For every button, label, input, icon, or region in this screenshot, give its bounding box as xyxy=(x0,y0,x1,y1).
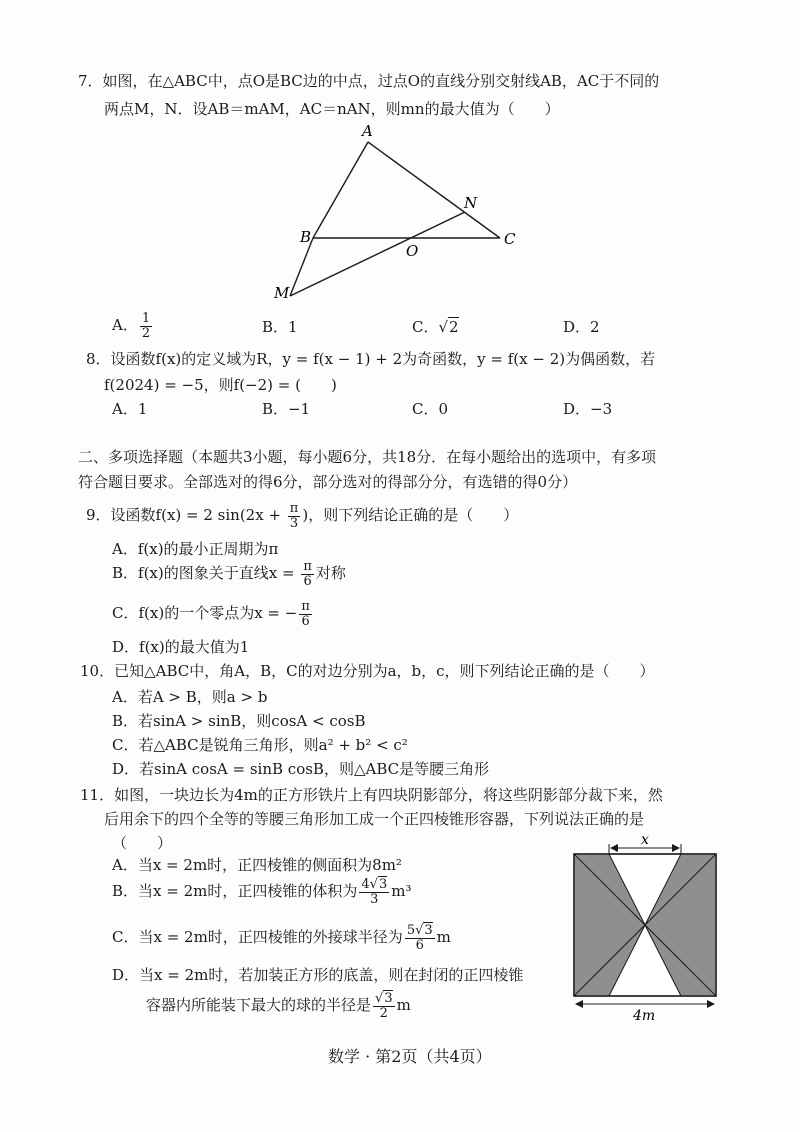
page-footer: 数学 · 第2页（共4页） xyxy=(328,1047,492,1066)
label-c: C xyxy=(504,230,516,248)
q8-stem-line2: f(2024) = −5，则f(−2) = ( ) xyxy=(104,376,337,394)
q7-option-d: D．2 xyxy=(563,318,600,336)
label-a: A xyxy=(362,122,373,140)
q8-option-b: B．−1 xyxy=(262,400,311,418)
label-o: O xyxy=(406,242,419,260)
x-label: x xyxy=(641,834,649,848)
q11-option-c: C．当x = 2m时，正四棱锥的外接球半径为 $\frac{5√3}{6}$ m xyxy=(112,923,451,953)
segment-mn xyxy=(290,212,465,296)
q11-stem-line3: （ ） xyxy=(112,834,173,852)
q7-option-c: C．√2 xyxy=(412,318,459,336)
q7-triangle-figure xyxy=(260,120,540,310)
q8-option-a: A．1 xyxy=(112,400,148,418)
q9-option-c: C．f(x)的一个零点为x = − $\frac{\pi}{6}$ xyxy=(112,599,310,629)
q11-option-b: B．当x = 2m时，正四棱锥的体积为 $\frac{4√3}{3}$ m³ xyxy=(112,877,412,907)
segment-ac xyxy=(368,142,500,238)
q8-option-c: C．0 xyxy=(412,400,449,418)
q10-option-d: D．若sinA cosA = sinB cosB，则△ABC是等腰三角形 xyxy=(112,760,490,778)
q11-stem-line2: 后用余下的四个全等的等腰三角形加工成一个正四棱锥形容器，下列说法正确的是 xyxy=(104,810,645,828)
label-m: M xyxy=(274,284,290,302)
section2-heading-line1: 二、多项选择题（本题共3小题，每小题6分，共18分．在每小题给出的选项中，有多项 xyxy=(78,448,657,466)
segment-ab xyxy=(313,142,368,238)
q10-stem: 10．已知△ABC中，角A，B，C的对边分别为a，b，c，则下列结论正确的是（ ） xyxy=(80,662,655,680)
section2-heading-line2: 符合题目要求。全部选对的得6分，部分选对的得部分分，有选错的得0分） xyxy=(78,473,578,491)
q9-option-a: A．f(x)的最小正周期为π xyxy=(112,540,279,558)
q11-option-a: A．当x = 2m时，正四棱锥的侧面积为8m² xyxy=(112,856,402,874)
q10-option-a: A．若A > B，则a > b xyxy=(112,688,268,706)
side-length-label: 4m xyxy=(633,1008,656,1024)
q10-option-b: B．若sinA > sinB，则cosA < cosB xyxy=(112,712,366,730)
q9-stem: 9．设函数f(x) = 2 sin(2x + $\frac{\pi}{3}$ )，则下列结论正确的是（ ） xyxy=(86,501,519,531)
label-b: B xyxy=(300,228,312,246)
q7-stem-line1: 7．如图，在△ABC中，点O是BC边的中点，过点O的直线分别交射线AB，AC于不同的 xyxy=(78,72,660,90)
q9-option-b: B．f(x)的图象关于直线x = $\frac{\pi}{6}$ 对称 xyxy=(112,559,346,589)
q11-option-d-line2: 容器内所能装下最大的球的半径是 $\frac{√3}{2}$ m xyxy=(146,991,411,1021)
q11-option-d-line1: D．当x = 2m时，若加装正方形的底盖，则在封闭的正四棱锥 xyxy=(112,966,524,984)
q8-option-d: D．−3 xyxy=(563,400,613,418)
q9-option-d: D．f(x)的最大值为1 xyxy=(112,638,250,656)
q7-stem-line2: 两点M，N．设AB＝mAM，AC＝nAN，则mn的最大值为（ ） xyxy=(104,100,560,118)
q11-square-figure xyxy=(565,834,725,1024)
q8-stem-line1: 8．设函数f(x)的定义域为R，y = f(x − 1) + 2为奇函数，y = f(x − 2)为偶函数，若 xyxy=(86,350,656,368)
q11-stem-line1: 11．如图，一块边长为4m的正方形铁片上有四块阴影部分，将这些阴影部分裁下来，然 xyxy=(80,786,663,804)
q7-option-b: B．1 xyxy=(262,318,298,336)
label-n: N xyxy=(464,194,478,212)
q7-option-a: A． $\frac{1}{2}$ xyxy=(112,311,151,341)
q10-option-c: C．若△ABC是锐角三角形，则a² + b² < c² xyxy=(112,736,408,754)
